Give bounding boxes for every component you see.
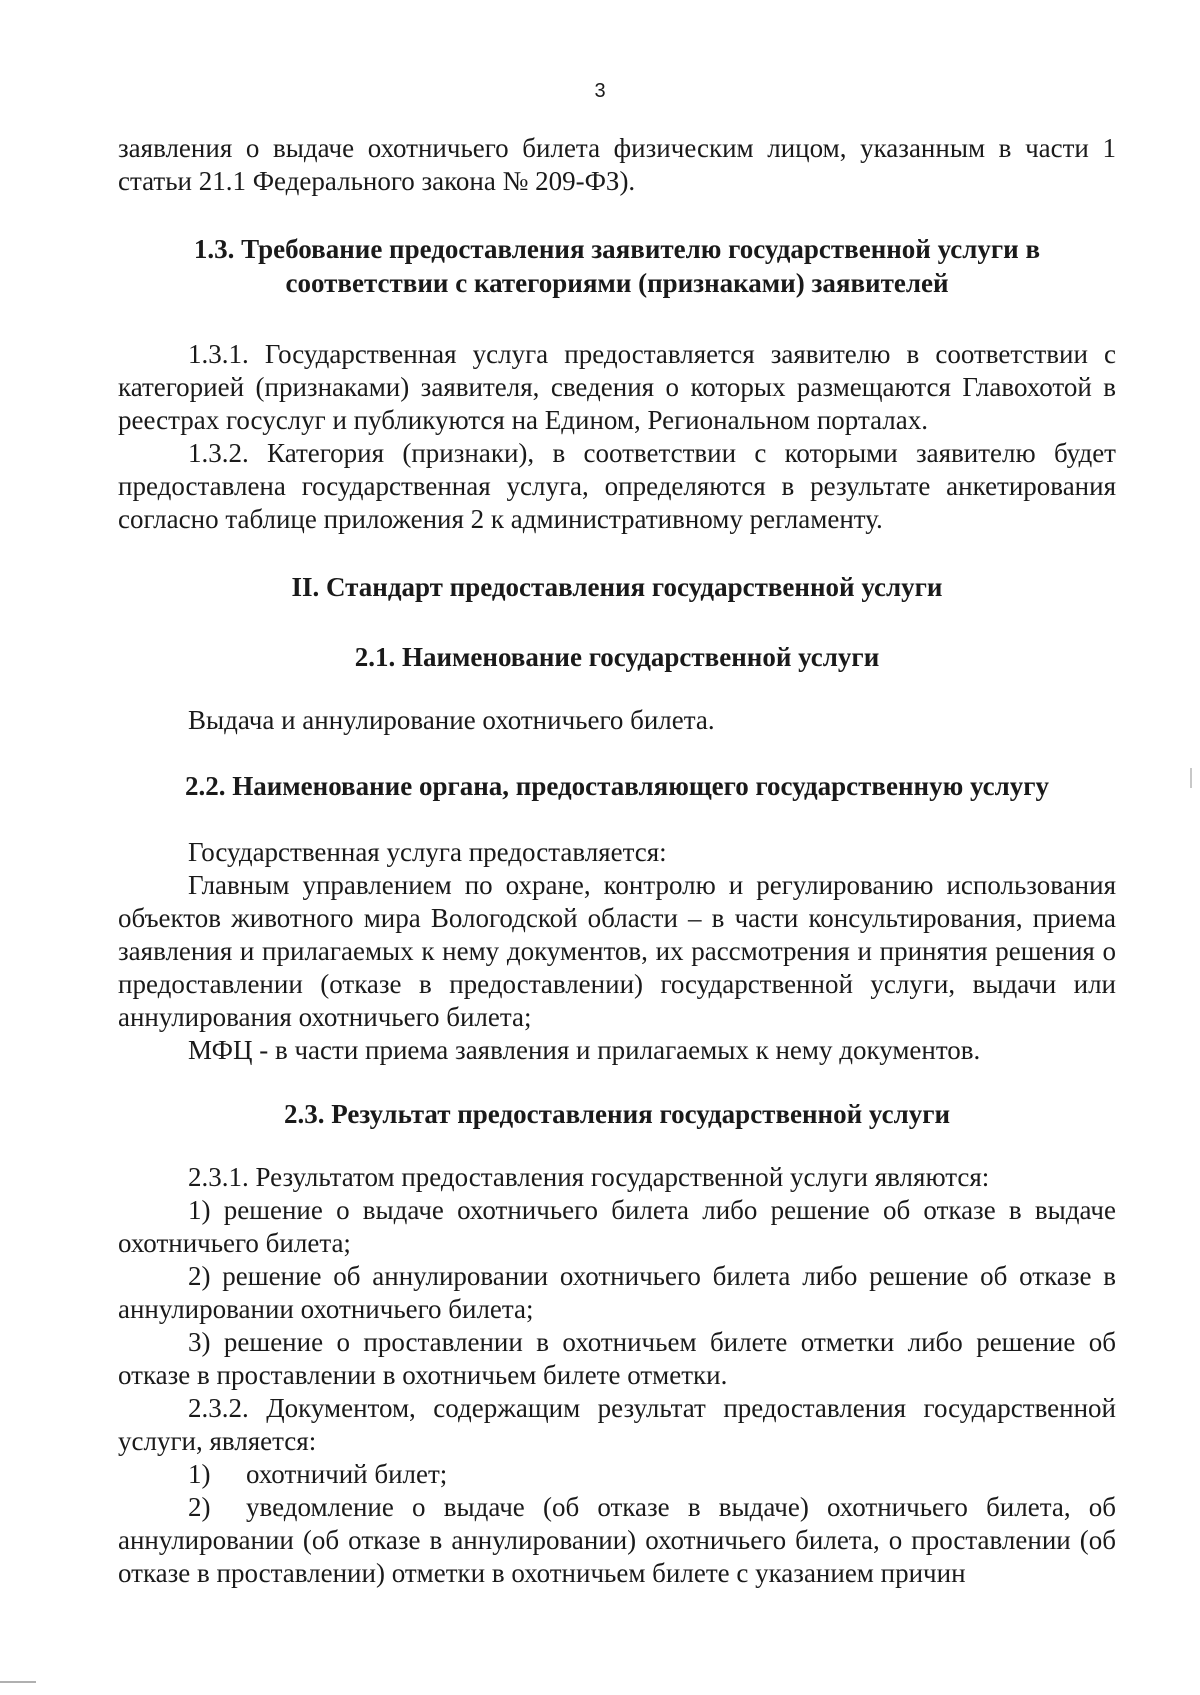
- paragraph-1-3-1: 1.3.1. Государственная услуга предоставляется заявителю в соответствии с категорией (признаками) заявителя, сведения о которых размещаются Главохотой в реестрах госуслуг и публикуются на Едином, Региональном порталах.: [118, 339, 1116, 435]
- heading-section-2: II. Стандарт предоставления государственной услуги: [291, 572, 943, 602]
- list-item-text: охотничий билет;: [246, 1459, 448, 1489]
- paragraph-1-3-2: 1.3.2. Категория (признаки), в соответствии с которыми заявителю будет предоставлена государственная услуга, определяются в результате анкетирования согласно таблице приложения 2 к административному регламенту.: [118, 438, 1116, 534]
- list-item-number: 1): [188, 1459, 211, 1489]
- document-list-item: [118, 1491, 1116, 1590]
- result-item: 1) решение о выдаче охотничьего билета либо решение об отказе в выдаче охотничьего билета;: [118, 1195, 1116, 1258]
- intro-paragraph: заявления о выдаче охотничьего билета физическим лицом, указанным в части 1 статьи 21.1 Федерального закона № 209-ФЗ).: [118, 133, 1116, 196]
- list-item-number: 2): [188, 1492, 211, 1522]
- scan-edge-mark: [1190, 768, 1192, 788]
- result-item: 3) решение о проставлении в охотничьем билете отметки либо решение об отказе в проставлении в охотничьем билете отметки.: [118, 1327, 1116, 1390]
- list-item-text: уведомление о выдаче (об отказе в выдаче) охотничьего билета, об аннулировании (об отказе в аннулировании) охотничьего билета, о проставлении (об отказе в проставлении) отметки в охотничьем билете с указанием причин: [118, 1492, 1116, 1588]
- paragraph-2-3-2: 2.3.2. Документом, содержащим результат предоставления государственной услуги, является:: [118, 1393, 1116, 1456]
- paragraph-2-2-mfc: МФЦ - в части приема заявления и прилагаемых к нему документов.: [188, 1035, 981, 1065]
- document-list-item: [118, 1458, 1116, 1491]
- document-body: [118, 132, 1116, 1590]
- heading-2-2: 2.2. Наименование органа, предоставляющего государственную услугу: [184, 771, 1050, 801]
- page-number: 3: [594, 80, 606, 102]
- paragraph-2-1: Выдача и аннулирование охотничьего билета.: [188, 705, 715, 735]
- heading-2-3: 2.3. Результат предоставления государственной услуги: [283, 1099, 951, 1129]
- paragraph-2-3-1: 2.3.1. Результатом предоставления государственной услуги являются:: [188, 1162, 990, 1192]
- result-item: 2) решение об аннулировании охотничьего билета либо решение об отказе в аннулировании охотничьего билета;: [118, 1261, 1116, 1324]
- paragraph-2-2-intro: Государственная услуга предоставляется:: [188, 837, 667, 867]
- scan-corner-mark: [0, 1681, 36, 1683]
- heading-1-3: 1.3. Требование предоставления заявителю государственной услуги в соответствии с категориями (признаками) заявителей: [193, 234, 1041, 298]
- heading-2-1: 2.1. Наименование государственной услуги: [354, 642, 880, 672]
- paragraph-2-2-main-office: Главным управлением по охране, контролю и регулированию использования объектов животного мира Вологодской области – в части консультирования, приема заявления и прилагаемых к нему документов, их рассмотрения и принятия решения о предоставлении (отказе в предоставлении) государственной услуги, выдачи или аннулирования охотничьего билета;: [118, 870, 1116, 1032]
